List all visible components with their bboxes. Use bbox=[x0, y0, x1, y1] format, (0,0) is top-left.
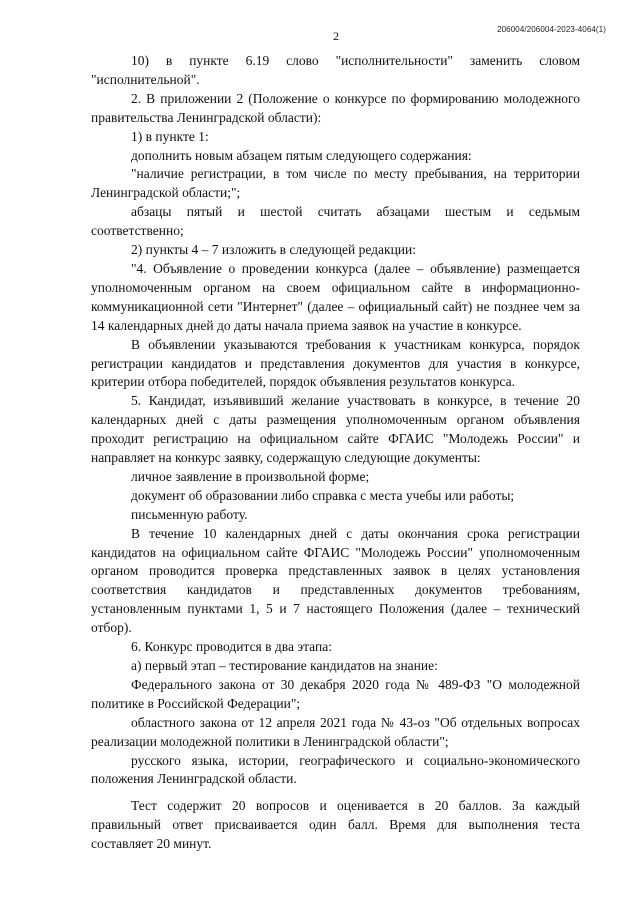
paragraph: 2. В приложении 2 (Положение о конкурсе по формированию молодежного правительства Ленинградской области): bbox=[91, 90, 580, 125]
paragraph: "наличие регистрации, в том числе по месту пребывания, на территории Ленинградской области;"; bbox=[91, 166, 580, 201]
paragraph: абзацы пятый и шестой считать абзацами шестым и седьмым соответственно; bbox=[91, 204, 580, 239]
paragraph: 1) в пункте 1: bbox=[131, 128, 209, 144]
paragraph: В течение 10 календарных дней с даты окончания срока регистрации кандидатов на официальном сайте ФГАИС "Молодежь России" уполномоченным органом проводится проверка представленных заявок в целях установления соответствия кандидатов и представленных документов требованиям, установленным пунктами 1, 5 и 7 настоящего Положения (далее – технический отбор). bbox=[91, 525, 580, 636]
paragraph: 5. Кандидат, изъявивший желание участвовать в конкурсе, в течение 20 календарных дней с даты размещения уполномоченным органом объявления проходит регистрацию на официальном сайте ФГАИС "Молодежь России" и направляет на конкурс заявку, содержащую следующие документы: bbox=[91, 393, 580, 466]
paragraph: Федерального закона от 30 декабря 2020 года № 489-ФЗ "О молодежной политике в Российской Федерации"; bbox=[91, 676, 580, 711]
paragraph: В объявлении указываются требования к участникам конкурса, порядок регистрации кандидатов и представления документов для участия в конкурсе, критерии отбора победителей, порядок объявления результатов конкурса. bbox=[91, 336, 580, 390]
paragraph: 10) в пункте 6.19 слово "исполнительности" заменить словом "исполнительной". bbox=[91, 53, 580, 87]
paragraph: "4. Объявление о проведении конкурса (далее – объявление) размещается уполномоченным органом на своем официальном сайте в информационно-коммуникационной сети "Интернет" (далее – официальный сайт) не позднее чем за 14 календарных дней до даты начала приема заявок на участие в конкурсе. bbox=[91, 260, 580, 333]
paragraph: дополнить новым абзацем пятым следующего содержания: bbox=[131, 147, 472, 163]
paragraph: русского языка, истории, географического и социально-экономического положения Ленинградской области. bbox=[91, 752, 580, 787]
page-number: 2 bbox=[333, 29, 339, 43]
paragraph: Тест содержит 20 вопросов и оценивается в 20 баллов. За каждый правильный ответ присваивается один балл. Время для выполнения теста составляет 20 минут. bbox=[91, 798, 580, 852]
paragraph: документ об образовании либо справка с места учебы или работы; bbox=[131, 487, 515, 503]
document-id: 206004/206004-2023-4064(1) bbox=[497, 25, 606, 34]
paragraph: 2) пункты 4 – 7 изложить в следующей редакции: bbox=[131, 242, 417, 258]
paragraph: 6. Конкурс проводится в два этапа: bbox=[131, 639, 332, 655]
paragraph: личное заявление в произвольной форме; bbox=[131, 468, 370, 484]
paragraph: письменную работу. bbox=[131, 506, 248, 522]
paragraph: а) первый этап – тестирование кандидатов на знание: bbox=[131, 658, 438, 673]
paragraph: областного закона от 12 апреля 2021 года № 43-оз "Об отдельных вопросах реализации молодежной политики в Ленинградской области"; bbox=[91, 714, 580, 749]
document-body bbox=[91, 52, 580, 854]
